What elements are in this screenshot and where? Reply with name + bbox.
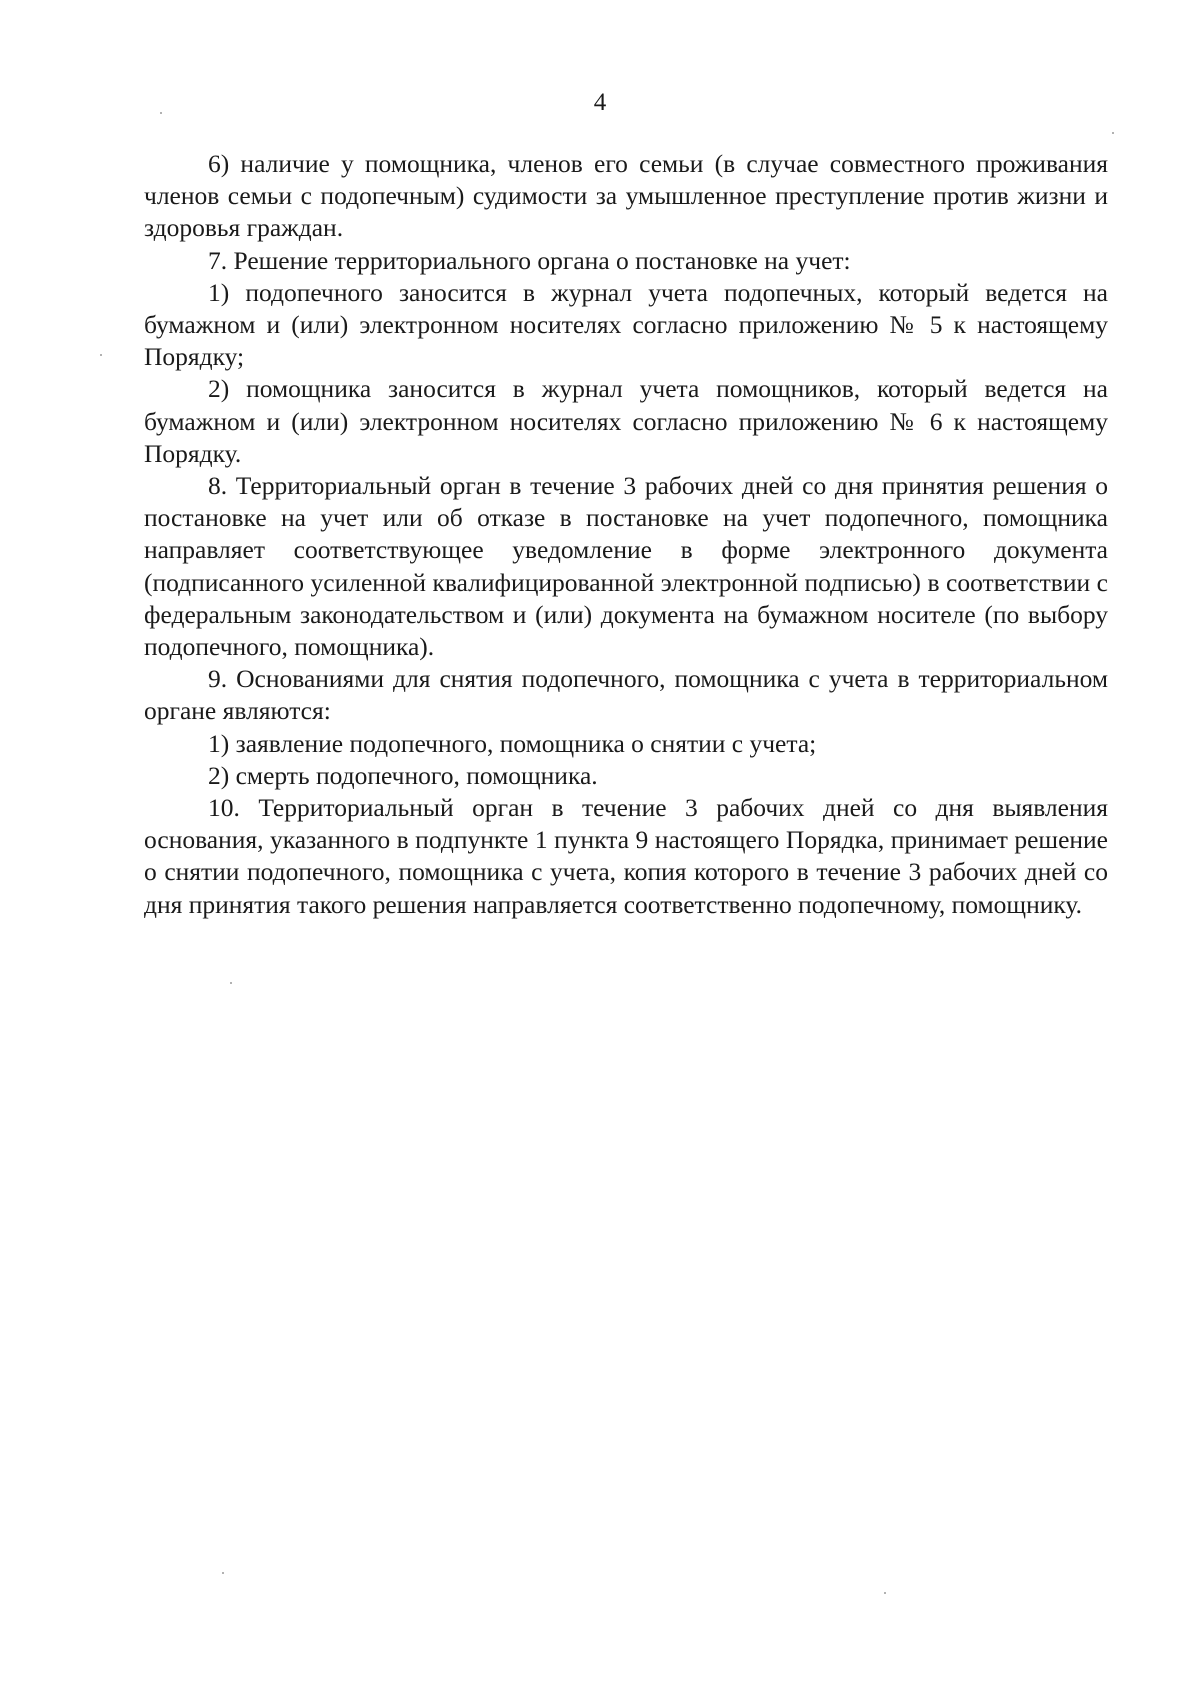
- paragraph-7-registration-decision: 7. Решение территориального органа о постановке на учет:: [208, 245, 851, 275]
- paragraph-9-2-death: 2) смерть подопечного, помощника.: [208, 760, 598, 790]
- scan-speck: [100, 354, 102, 356]
- scan-speck: [160, 112, 162, 114]
- paragraph-7-2-assistant-journal: 2) помощника заносится в журнал учета помощников, который ведется на бумажном и (или) электронном носителях согласно приложению № 6 к настоящему Порядку.: [144, 374, 1108, 468]
- page-number: 4: [593, 89, 607, 116]
- paragraph-9-1-application: 1) заявление подопечного, помощника о снятии с учета;: [208, 728, 817, 758]
- paragraph-6-criminal-record: 6) наличие у помощника, членов его семьи (в случае совместного проживания членов семьи с подопечным) судимости за умышленное преступление против жизни и здоровья граждан.: [144, 149, 1108, 243]
- document-body: [144, 148, 1108, 921]
- scan-speck: [222, 1572, 224, 1574]
- scan-speck: [884, 1592, 886, 1594]
- paragraph-10-deregistration-decision: 10. Территориальный орган в течение 3 рабочих дней со дня выявления основания, указанного в подпункте 1 пункта 9 настоящего Порядка, принимает решение о снятии подопечного, помощника с учета, копия которого в течение 3 рабочих дней со дня принятия такого решения направляется соответственно подопечному, помощнику.: [144, 793, 1108, 919]
- scan-speck: [230, 982, 232, 984]
- paragraph-9-deregistration-grounds: 9. Основаниями для снятия подопечного, помощника с учета в территориальном органе являются:: [144, 664, 1108, 726]
- scan-speck: [1112, 132, 1114, 134]
- paragraph-7-1-ward-journal: 1) подопечного заносится в журнал учета подопечных, который ведется на бумажном и (или) электронном носителях согласно приложению № 5 к настоящему Порядку;: [144, 277, 1108, 372]
- paragraph-8-notification: 8. Территориальный орган в течение 3 рабочих дней со дня принятия решения о постановке на учет или об отказе в постановке на учет подопечного, помощника направляет соответствующее уведомление в форме электронного документа (подписанного усиленной квалифицированной электронной подписью) в соответствии с федеральным законодательством и (или) документа на бумажном носителе (по выбору подопечного, помощника).: [144, 471, 1108, 662]
